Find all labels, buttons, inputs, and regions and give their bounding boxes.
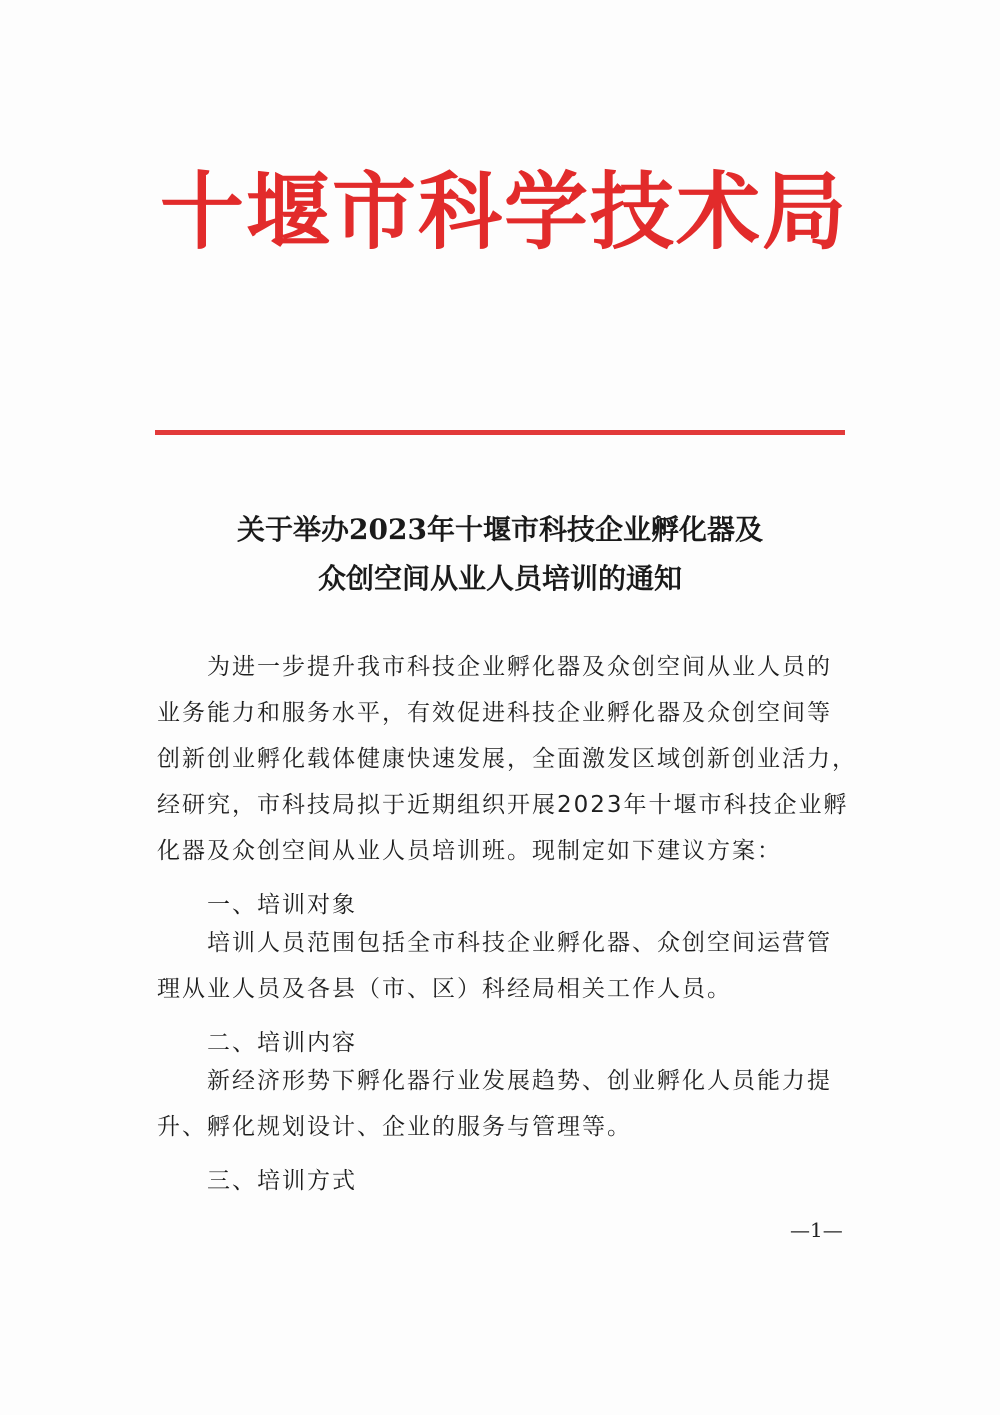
section-2-line-1: 新经济形势下孵化器行业发展趋势、创业孵化人员能力提 <box>207 1068 832 1094</box>
letterhead-red-rule <box>155 430 845 435</box>
page-number: —1— <box>790 1218 843 1242</box>
section-1-line-1: 培训人员范围包括全市科技企业孵化器、众创空间运营管 <box>207 930 832 956</box>
section-1-line-2: 理从业人员及各县（市、区）科经局相关工作人员。 <box>157 976 732 1002</box>
section-3-heading: 三、培训方式 <box>207 1168 357 1194</box>
intro-line-4: 经研究，市科技局拟于近期组织开展2023年十堰市科技企业孵 <box>157 792 849 818</box>
intro-line-2: 业务能力和服务水平，有效促进科技企业孵化器及众创空间等 <box>157 700 832 726</box>
intro-line-1: 为进一步提升我市科技企业孵化器及众创空间从业人员的 <box>207 654 832 680</box>
document-title-line-1: 关于举办2023年十堰市科技企业孵化器及 <box>237 513 763 546</box>
intro-line-5: 化器及众创空间从业人员培训班。现制定如下建议方案： <box>157 838 782 864</box>
document-title-line-2: 众创空间从业人员培训的通知 <box>317 562 682 595</box>
intro-line-3: 创新创业孵化载体健康快速发展，全面激发区域创新创业活力， <box>157 746 857 772</box>
agency-letterhead: 十堰市科学技术局 <box>160 163 849 261</box>
section-1-heading: 一、培训对象 <box>207 892 357 918</box>
section-2-line-2: 升、孵化规划设计、企业的服务与管理等。 <box>157 1114 632 1140</box>
section-2-heading: 二、培训内容 <box>207 1030 357 1056</box>
